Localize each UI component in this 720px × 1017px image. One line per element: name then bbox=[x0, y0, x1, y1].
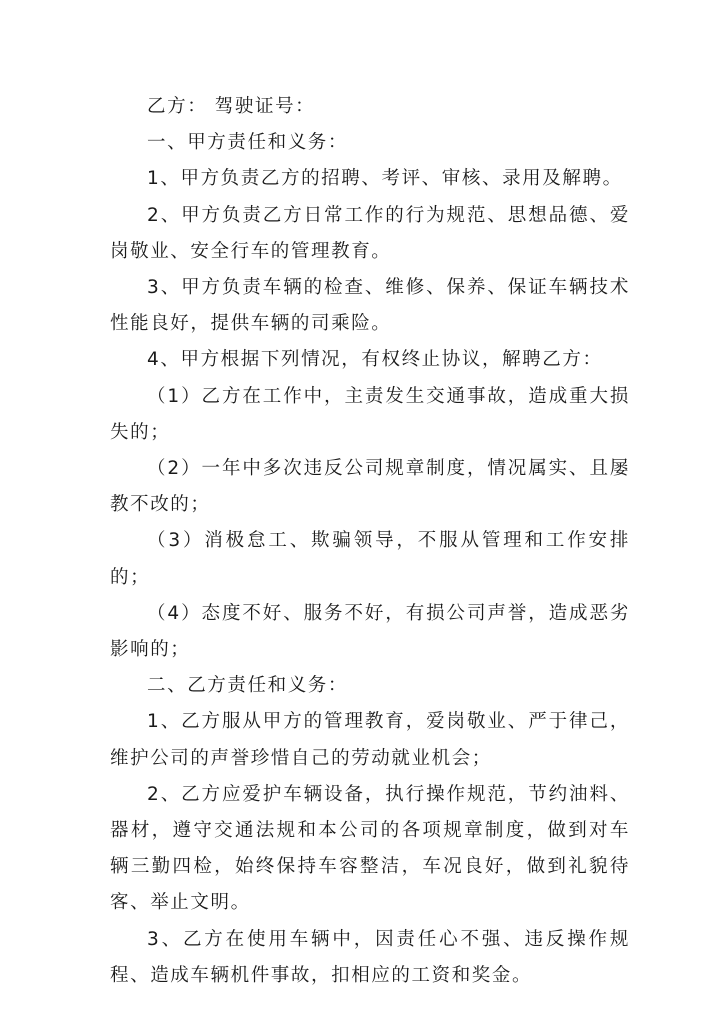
clause-a-4: 4、甲方根据下列情况，有权终止协议，解聘乙方： bbox=[147, 349, 603, 371]
clause-b-2: 2、乙方应爱护车辆设备，执行操作规范，节约油料、器材，遵守交通法规和本公司的各项规章制度，做到对车辆三勤四检，始终保持车容整洁，车况良好，做到礼貌待客、举止文明。 bbox=[110, 783, 630, 914]
party-b-license-line: 乙方： 驾驶证号： bbox=[147, 96, 316, 117]
section-heading-party-a: 一、甲方责任和义务： bbox=[147, 132, 349, 154]
clause-a-1: 1、甲方负责乙方的招聘、考评、审核、录用及解聘。 bbox=[147, 168, 623, 190]
sub-clause-1: （1）乙方在工作中，主责发生交通事故，造成重大损失的； bbox=[110, 385, 630, 443]
sub-clause-4: （4）态度不好、服务不好，有损公司声誉，造成恶劣影响的； bbox=[110, 602, 630, 661]
clause-b-3: 3、乙方在使用车辆中，因责任心不强、违反操作规程、造成车辆机件事故，扣相应的工资和奖金。 bbox=[110, 928, 630, 986]
clause-a-2: 2、甲方负责乙方日常工作的行为规范、思想品德、爱岗敬业、安全行车的管理教育。 bbox=[110, 204, 630, 262]
sub-clause-2: （2）一年中多次违反公司规章制度，情况属实、且屡教不改的； bbox=[110, 458, 630, 516]
clause-a-3: 3、甲方负责车辆的检查、维修、保养、保证车辆技术性能良好，提供车辆的司乘险。 bbox=[110, 277, 630, 335]
sub-clause-3: （3）消极怠工、欺骗领导，不服从管理和工作安排的； bbox=[110, 530, 630, 588]
clause-b-1: 1、乙方服从甲方的管理教育，爱岗敬业、严于律己，维护公司的声誉珍惜自己的劳动就业机会； bbox=[110, 711, 630, 769]
section-heading-party-b: 二、乙方责任和义务： bbox=[147, 675, 349, 697]
document-body bbox=[110, 89, 630, 994]
